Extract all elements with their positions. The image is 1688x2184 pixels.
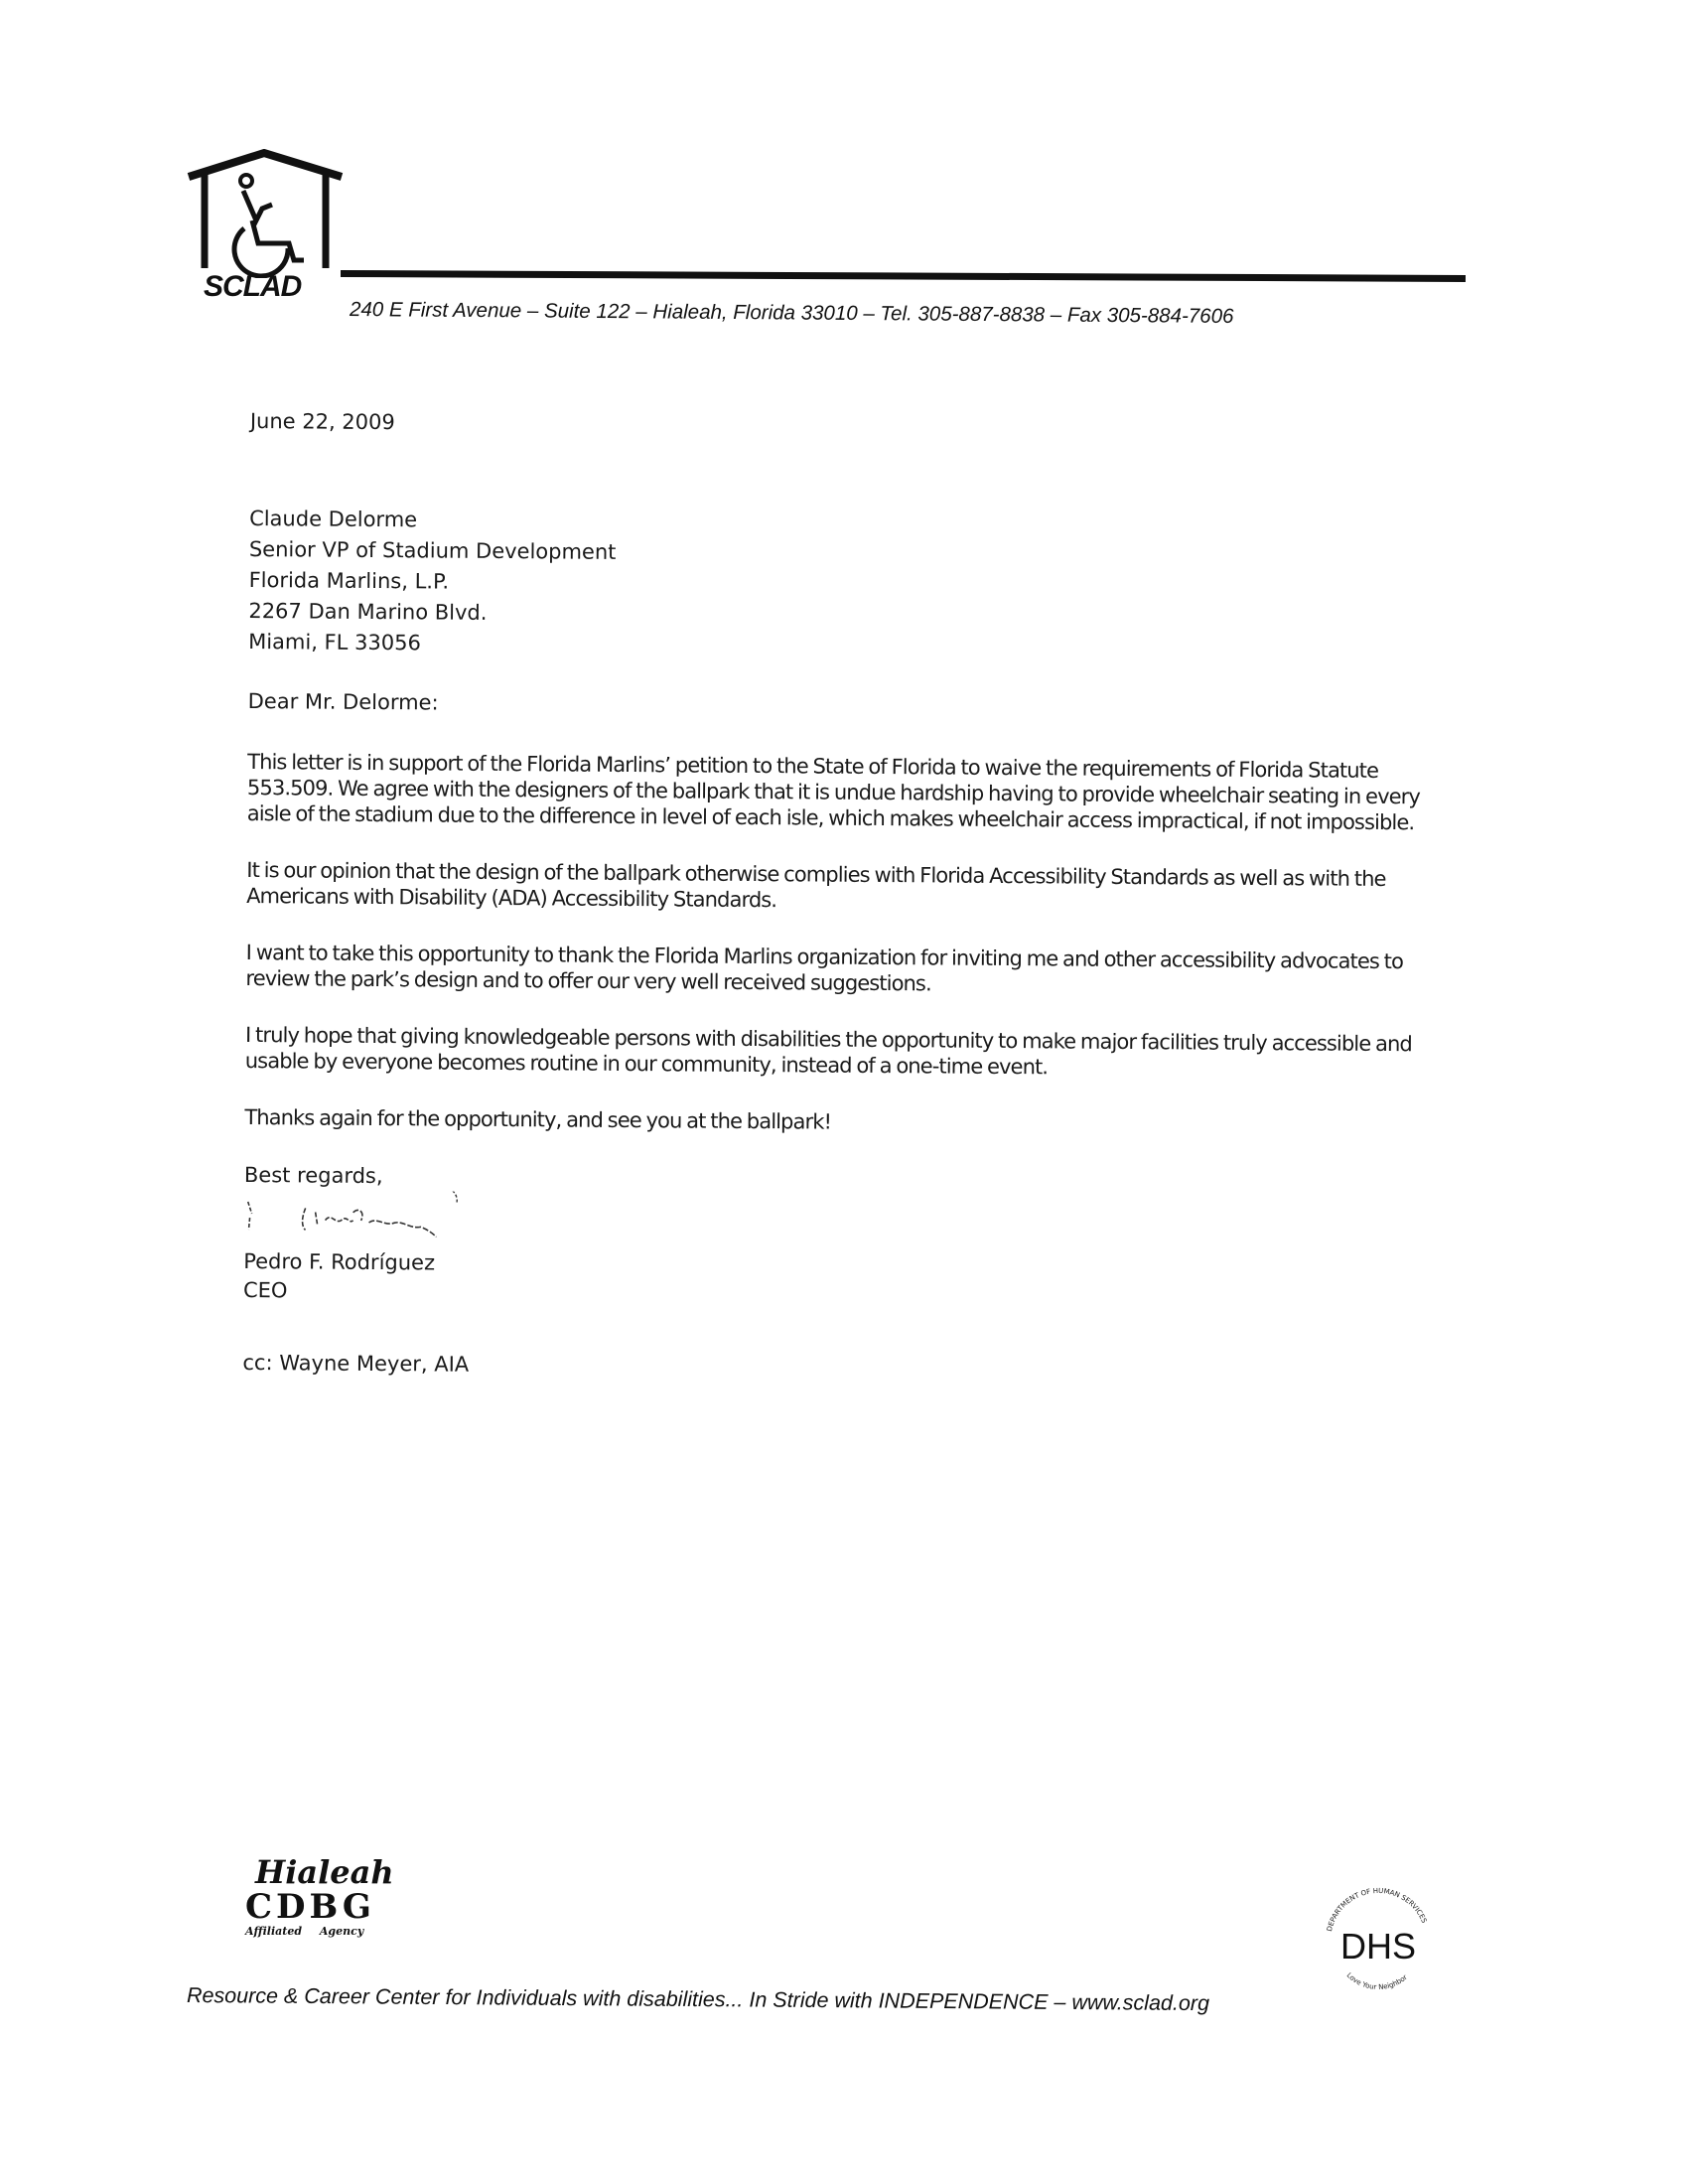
header-rule	[341, 270, 1466, 282]
signer-name: Pedro F. Rodríguez	[243, 1248, 436, 1275]
signature-block	[242, 1161, 1436, 1386]
recipient-street: 2267 Dan Marino Blvd.	[248, 598, 488, 625]
recipient-company: Florida Marlins, L.P.	[248, 567, 450, 594]
wheelchair-house-icon	[187, 149, 346, 278]
paragraph-hope: I truly hope that giving knowledgeable persons with disabilities the opportunity to make major facilities truly accessible and usable by everyone becomes routine in our community, instead of a one-time event.	[244, 1022, 1412, 1080]
recipient-address	[248, 504, 1441, 666]
closing: Best regards,	[243, 1162, 383, 1189]
dhs-seal-icon	[1309, 1885, 1448, 1994]
signature-icon	[235, 1190, 553, 1254]
hialeah-cdbg-logo	[245, 1855, 414, 1938]
paragraph-closing-thanks: Thanks again for the opportunity, and see you at the ballpark!	[244, 1104, 832, 1134]
cc-line: cc: Wayne Meyer, AIA	[242, 1350, 470, 1377]
recipient-title: Senior VP of Stadium Development	[248, 536, 617, 564]
signer-title: CEO	[242, 1277, 288, 1303]
salutation: Dear Mr. Delorme:	[247, 688, 439, 715]
affiliated-agency: Affiliated Agency	[245, 1925, 364, 1938]
letter-date: June 22, 2009	[249, 408, 395, 435]
dhs-seal	[1309, 1885, 1448, 1994]
letterhead-address: 240 E First Avenue – Suite 122 – Hialeah, Florida 33010 – Tel. 305-887-8838 – Fax 305-884-7606	[349, 298, 1234, 328]
seal-dhs-text: DHS	[1339, 1926, 1417, 1966]
paragraph-support: This letter is in support of the Florida Marlins’ petition to the State of Florida to waive the requirements of Florida Statute 553.509. We agree with the designers of the ballpark that it is undue hardship having to provide wheelchair seating in every aisle of the stadium due to the difference in level of each isle, which makes wheelchair access impractical, if not impossible.	[246, 749, 1421, 835]
recipient-city: Miami, FL 33056	[248, 629, 421, 655]
seal-ring-top: DEPARTMENT OF HUMAN SERVICES	[1325, 1886, 1429, 1933]
footer-tagline: Resource & Career Center for Individuals with disabilities... In Stride with INDEPENDENCE – www.sclad.org	[186, 1983, 1210, 2016]
handwritten-signature	[243, 1190, 1435, 1256]
recipient-name: Claude Delorme	[249, 506, 418, 532]
paragraph-thanks: I want to take this opportunity to thank the Florida Marlins organization for inviting me and other accessibility advocates to review the park’s design and to offer our very well received suggestions.	[245, 940, 1404, 996]
hialeah-script: Hialeah	[255, 1853, 394, 1891]
seal-ring-bottom: Love Your Neighbor	[1344, 1970, 1409, 1991]
org-abbreviation: SCLAD	[204, 270, 302, 303]
cdbg-acronym: CDBG	[245, 1887, 375, 1927]
paragraph-opinion: It is our opinion that the design of the ballpark otherwise complies with Florida Accessibility Standards as well as with the Americans with Disability (ADA) Accessibility Standards.	[246, 857, 1386, 913]
letter-body	[242, 407, 1442, 1386]
